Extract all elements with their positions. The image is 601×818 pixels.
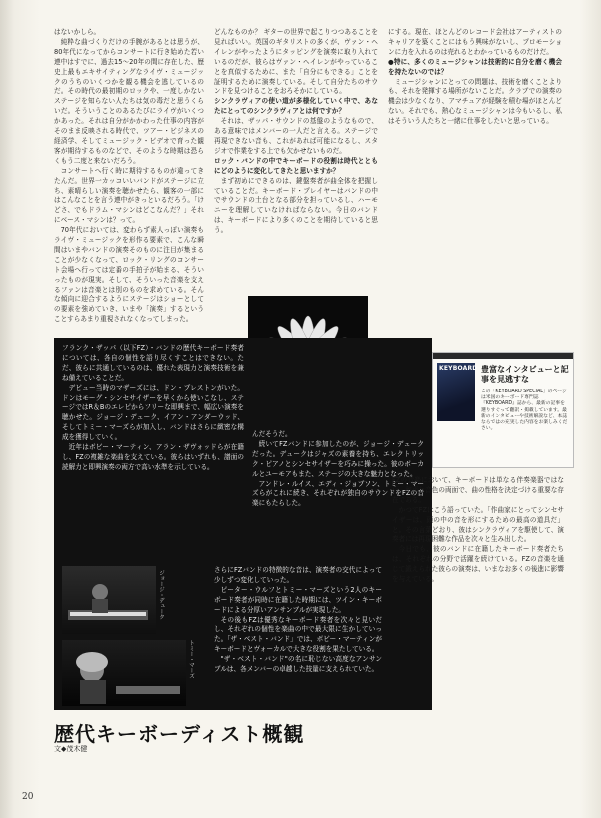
paragraph: 純粋な曲づくりだけの手腕があるとは思うが、80年代になってからコンサートに行き始めた若い連中はすでに、過去15〜20年の間に存在した、歴史上最もエキサイティングなライヴ・ミュージックのうちのいくつかを観る機会を逃しているのだ。その時代の最初期のロックや、一度しかないステージを知らない人たちは気の毒だと思うくらいだ。そういうことのあるたびにライヴがいくつかあった。それは自分がかかわった仕事の内容がそのまま反映される時代で、ツアー・ビジネスの経済学、そしてミュージック・ビデオで育った観客が期待するものなどで、そのような時期は恐らくもう二度と来ないだろう。 xyxy=(54,37,204,165)
article-byline: 文◆茂木健 xyxy=(54,745,88,753)
paragraph: フランク・ザッパ（以下FZ）・バンドの歴代キーボード奏者については、各自の個性を語り尽くすことはできない。ただ、彼らに共通しているのは、優れた表現力と演奏技術を兼ね備えていることだ。 xyxy=(62,344,244,382)
paragraph: にする。現在、ほとんどのレコード会社はアーティストのキャリアを築くことにはもう興味がないし、プロモーションに力を入れるのは売れるとわかっているものだけだ。 xyxy=(388,28,562,56)
paragraph: かつてFZはこう語っていた。「作曲家にとってシンセサイザーは、頭の中の音を形にするための最高の道具だ」と。その言葉どおり、彼はシンクラヴィアを駆使して、演奏者には再現困難な作品を次々と生み出した。 xyxy=(392,505,564,544)
column-middle-top xyxy=(214,28,378,290)
question: シンクラヴィアの使い道が多様化していく中で、あなたにとってのシンクラヴィアとは何ですか？ xyxy=(214,97,378,116)
magazine-cover-thumbnail xyxy=(437,363,478,421)
column-right-top xyxy=(388,28,562,346)
dark-column-left xyxy=(62,344,244,562)
keyboardist-photo-a xyxy=(62,566,156,634)
paragraph: さらにFZバンドの特徴的な音は、演奏者の交代によって少しずつ変化していった。 xyxy=(214,566,382,584)
question: ロック・バンドの中でキーボードの役割は時代とともにどのように変化してきたと思いますか？ xyxy=(214,156,378,175)
magazine-promo-box xyxy=(432,352,574,468)
photo-b-image xyxy=(62,640,186,706)
paragraph: まず初めにできるのは、鍵盤奏者が曲全体を把握していることだ。キーボード・プレイヤーはバンドの中でサウンドの土台となる部分を担っているし、ハーモニーを理解していなければならない。今日のバンドは、キーボードにより多くのことを期待していると思う。 xyxy=(214,176,378,235)
article-title: 歴代キーボーディスト概観 xyxy=(54,722,305,746)
question: ●特に、多くのミュージシャンは技術的に自分を磨く機会を持たないのでは？ xyxy=(388,57,562,76)
paragraph: んだそうだ。 xyxy=(252,430,292,438)
paragraph: ミュージシャンにとっての問題は、技術を磨くことよりも、それを発揮する場所がないことだ。クラブでの演奏の機会は少なくなり、アマチュアが経験を積む場がほとんどない。それでも、熱心なミュージシャンは今もいるし、私はそういう人たちと一緒に仕事をしたいと思っている。 xyxy=(388,77,562,126)
photo-b-caption: トミー・マーズ xyxy=(188,640,194,679)
paragraph: デビュー当時のマザーズには、ドン・プレストンがいた。ドンはモーグ・シンセサイザーを早くから使いこなし、ステージではR＆Bのエレピからフリーな即興まで、幅広い演奏を聴かせた。ジョージ・デューク、イアン・アンダーウッド、そしてトミー・マーズらが加入し、バンドはさらに緻密な構成を獲得していく。 xyxy=(62,383,244,442)
column-bottom-middle xyxy=(214,566,382,710)
paragraph: アンドレ・ルイス、エディ・ジョブソン、トミー・マーズらがこれに続き、それぞれが独自のサウンドをFZの音楽にもたらした。 xyxy=(252,479,424,508)
promo-top-band xyxy=(433,353,573,359)
paragraph: 70年代においては、変わらず素人っぽい演奏もライヴ・ミュージックを形作る要素で、こんな瞬間はいまやバンドの演奏そのものに注目が集まることが少なくなって、ロック・リングのコンサート会場へ行っては定番の手拍子が始まる、そういったものが現実。そして、そういった音楽を支えるファンは音楽とは別のものを求めている。そんな傾向に迎合するようにステージはショーとしての要素を強めていき、いまや「演奏」するということすらあまり重視されなくなってしまった。 xyxy=(54,226,204,324)
column-bottom-right xyxy=(392,476,564,766)
paragraph: それは、ザッパ・サウンドの基盤のようなもので、ある意味ではメンバーの一人だと言える。ステージで再現できない音も、これがあれば可能になるし、スタジオで作業をする上でも欠かせないものだ。 xyxy=(214,117,378,155)
paragraph: "ザ・ベスト・バンド"の名に恥じない高度なアンサンブルは、各メンバーの卓越した技量に支えられていた。 xyxy=(214,655,382,674)
keyboardist-photo-b xyxy=(62,640,186,706)
paragraph: 今日でも、彼のバンドに在籍したキーボード奏者たちは、それぞれの分野で活躍を続けている。FZの音楽を通じて鍛えられた彼らの演奏は、いまなお多くの後進に影響を与えている。 xyxy=(392,545,564,584)
paragraph: その後もFZは優秀なキーボード奏者を次々と見いだし、それぞれの個性を楽曲の中で最大限に生かしていった。「ザ・ベスト・バンド」では、ボビー・マーティンがキーボードとヴォーカルで大きな役割を果たしている。 xyxy=(214,615,382,654)
photo-a-image xyxy=(62,566,156,634)
paragraph: どんなものか？ ギターの世界で起こりつつあることを見ればいい。英国のギタリストの多くが、ヴァン・ヘイレンがやったようにタッピングを演奏に取り入れているのだが、彼らはヴァン・ヘイレンがやっていることを真似するために、また「自分にもできる」ことを証明するために演奏している。そして自分たちのサウンドを見つけることをおろそかにしている。 xyxy=(214,28,378,96)
page-number: 20 xyxy=(22,792,34,802)
photo-a-caption: ジョージ・デューク xyxy=(158,570,164,620)
paragraph: ピーター・ウルフとトミー・マーズという2人のキーボード奏者が同時に在籍した時期には、ツイン・キーボードによる分厚いアンサンブルが実現した。 xyxy=(214,585,382,614)
promo-headline: 豊富なインタビューと記事を見逃すな xyxy=(481,365,569,384)
column-left-top xyxy=(54,28,204,346)
promo-body: この「KEYBOARD SPECIAL」のページは米国のキーボード専門誌『KEYBOARD』誌から、最新の記事を選りすぐって翻訳・掲載しています。最新のインタビューや技術解説など、本誌ならではの充実した内容をお楽しみください。 xyxy=(481,389,568,432)
page-spine-shadow xyxy=(0,0,14,818)
cover-masthead: KEYBOARD xyxy=(439,365,478,372)
paragraph: コンサートへ行く時に期待するものが違ってきたんだ。世界一カッコいいバンドがステージに立ち、素晴らしい演奏を聴かせたら、観客の一部にはこんなことを言う連中がきっといるだろう。「けどさ、でもドラム・マシンはどこなんだ？」それにベース・マシンは？って。 xyxy=(54,166,204,225)
paragraph: 続いてFZバンドに参加したのが、ジョージ・デュークだった。デュークはジャズの素養を持ち、エレクトリック・ピアノとシンセサイザーを巧みに操った。彼のボーカルとユーモアもまた、ステージの大きな魅力となった。 xyxy=(252,439,424,478)
paragraph: FZの音楽において、キーボードは単なる伴奏楽器ではない。和声と音色の両面で、曲の性格を決定づける重要な存在である。 xyxy=(392,476,564,504)
paragraph: はないかしら。 xyxy=(54,28,101,36)
paragraph: 近年はボビー・マーティン、アラン・ザヴォッドらが在籍し、FZの複雑な楽曲を支えている。彼らはいずれも、譜面の読解力と即興演奏の両方で高い水準を示している。 xyxy=(62,443,244,471)
